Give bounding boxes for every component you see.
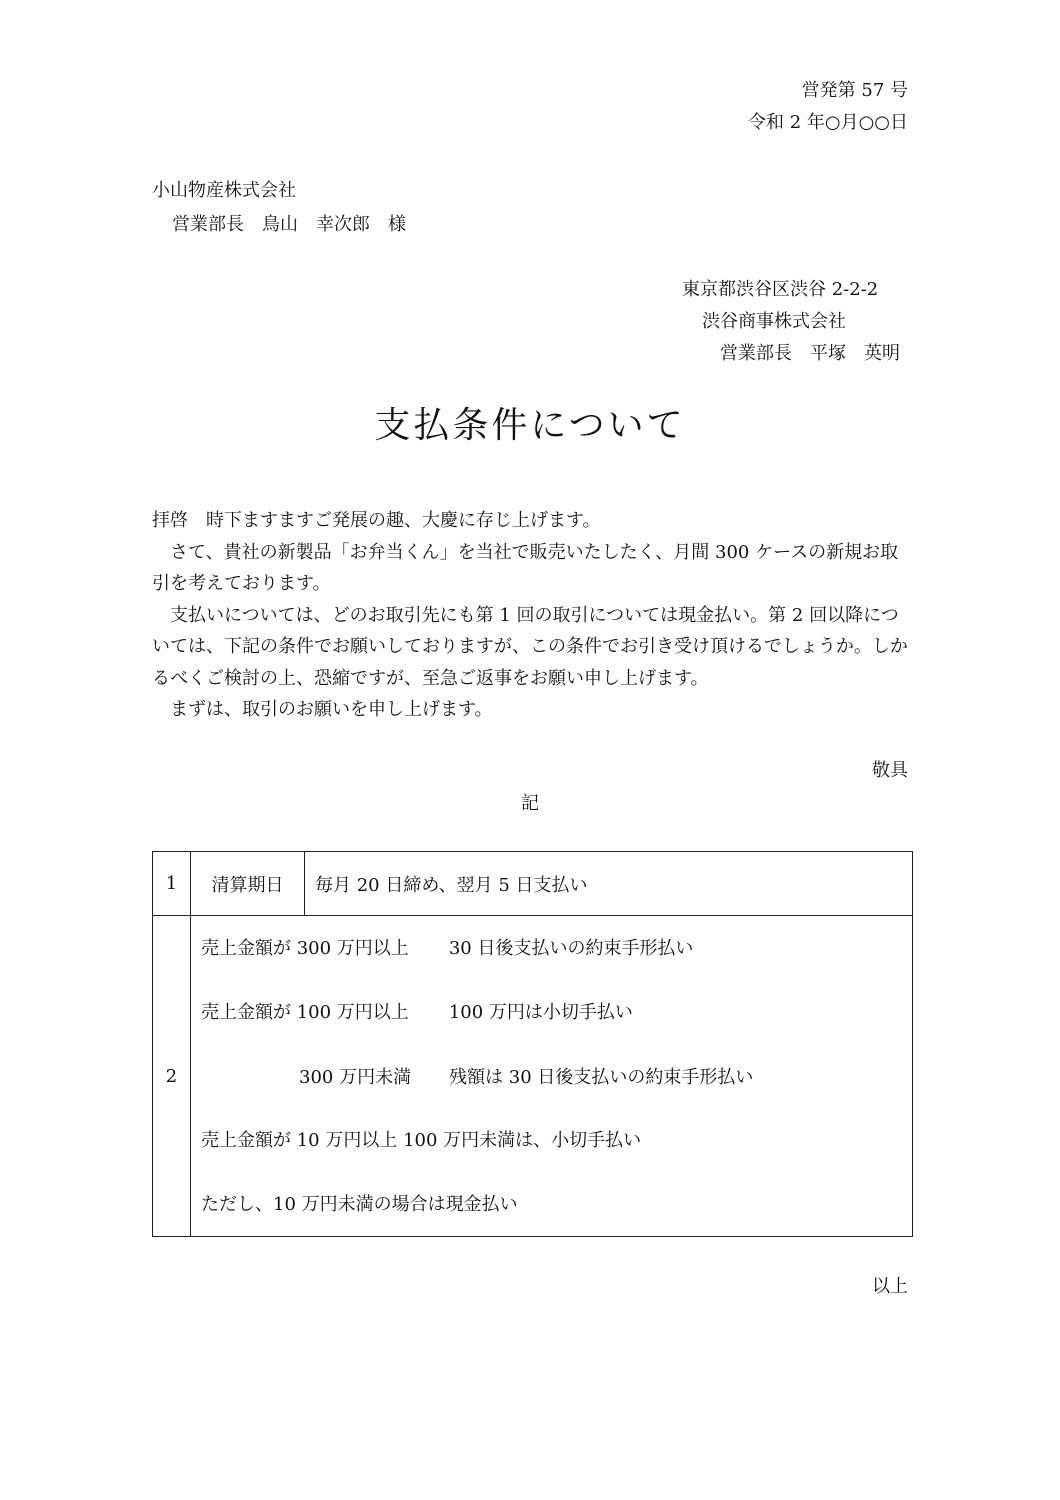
sender-company: 渋谷商事株式会社 <box>702 311 846 332</box>
row-number: 2 <box>153 916 191 1237</box>
condition-line <box>201 1132 641 1150</box>
closing-ijou: 以上 <box>872 1276 908 1297</box>
recipient-person: 営業部長 鳥山 幸次郎 様 <box>172 214 406 235</box>
sender-address: 東京都渋谷区渋谷 2-2-2 <box>682 279 879 300</box>
condition-left: 300 万円未満 <box>299 1067 412 1088</box>
sender-person: 営業部長 平塚 英明 <box>720 343 900 364</box>
condition-right: 30 日後支払いの約束手形払い <box>448 938 694 959</box>
condition-line <box>201 940 693 958</box>
request-paragraph: まずは、取引のお願いを申し上げます。 <box>152 699 493 720</box>
recipient-company: 小山物産株式会社 <box>152 180 296 201</box>
condition-left: 売上金額が 300 万円以上 <box>201 938 409 959</box>
condition-left: 売上金額が 100 万円以上 <box>201 1002 409 1023</box>
document-title: 支払条件について <box>374 405 686 446</box>
row-number: 1 <box>153 852 191 916</box>
conditions-list <box>191 916 912 1236</box>
document-date: 令和 2 年○月○○日 <box>747 112 908 133</box>
condition-left: ただし、10 万円未満の場合は現金払い <box>201 1194 518 1215</box>
intro-paragraph: さて、貴社の新製品「お弁当くん」を当社で販売いたしたく、月間 300 ケースの新規お取引を考えております。 <box>152 541 899 594</box>
ki-label: 記 <box>521 793 539 814</box>
greeting-paragraph: 拝啓 時下ますますご発展の趣、大慶に存じ上げます。 <box>152 510 601 531</box>
conditions-cell <box>191 916 913 1237</box>
condition-left: 売上金額が 10 万円以上 100 万円未満は、小切手払い <box>201 1130 642 1151</box>
row-value: 毎月 20 日締め、翌月 5 日支払い <box>305 852 913 916</box>
condition-line <box>299 1069 753 1087</box>
condition-line <box>201 1004 633 1022</box>
condition-right: 100 万円は小切手払い <box>448 1002 633 1023</box>
letter-body <box>152 505 912 726</box>
table-row <box>153 916 913 1237</box>
document-number: 営発第 57 号 <box>801 80 908 101</box>
table-row <box>153 852 913 916</box>
row-label: 清算期日 <box>191 852 305 916</box>
condition-right: 残額は 30 日後支払いの約束手形払い <box>449 1067 754 1088</box>
condition-line <box>201 1196 518 1214</box>
terms-table <box>152 851 913 1237</box>
payment-paragraph: 支払いについては、どのお取引先にも第 1 回の取引については現金払い。第 2 回以降については、下記の条件でお願いしておりますが、この条件でお引き受け頂けるでしょうか。しかるべくご検討の上、恐縮ですが、至急ご返事をお願い申し上げます。 <box>152 604 908 689</box>
closing-keigu: 敬具 <box>872 760 908 781</box>
